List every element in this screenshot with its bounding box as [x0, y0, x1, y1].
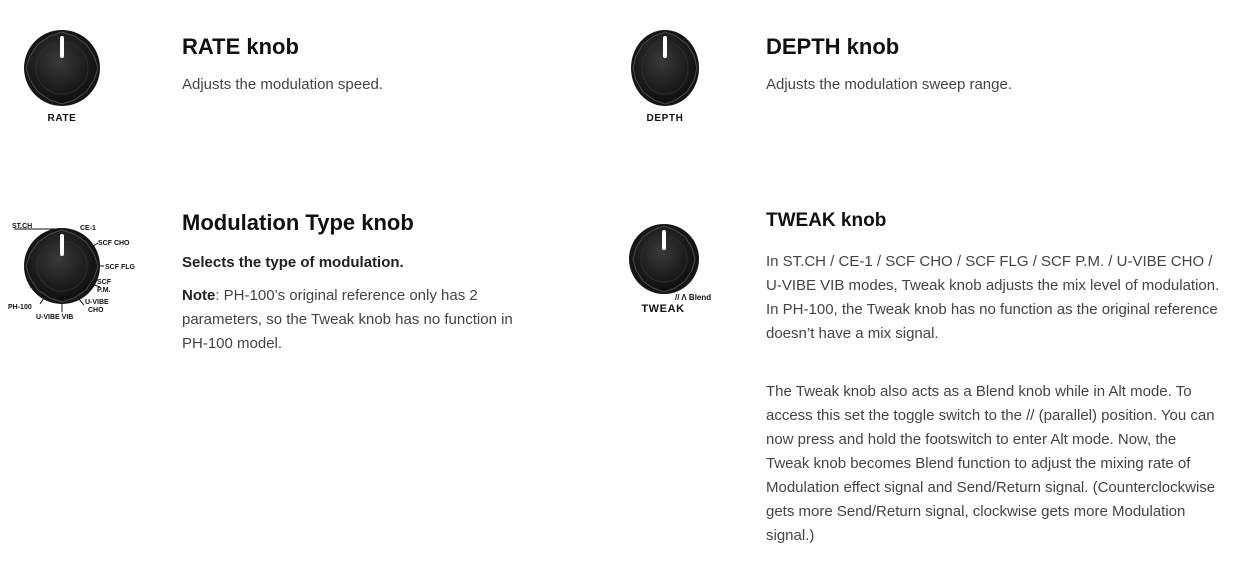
depth-title: DEPTH knob	[766, 34, 900, 59]
tweak-paragraph-2: The Tweak knob also acts as a Blend knob while in Alt mode. To access this set the toggle switch to the // (parallel) position. You can now press and hold the footswitch to enter Alt mode. Now, the Tweak knob becomes Blend function to adjust the mixing rate of Modulation effect signal and Send/Return signal. (Counterclockwise gets more Send/Return signal, clockwise gets more Modulation signal.)	[766, 383, 1216, 544]
selector-label-st-ch: ST.CH	[12, 223, 33, 230]
selector-label-scf-pm-2: P.M.	[97, 287, 111, 294]
depth-knob-icon	[629, 28, 701, 108]
selector-label-u-vibe-cho-1: U-VIBE	[85, 299, 109, 306]
rate-description: Adjusts the modulation speed.	[182, 76, 383, 93]
note-label: Note	[182, 287, 216, 304]
modulation-type-section	[0, 190, 600, 390]
tweak-title: TWEAK knob	[766, 210, 887, 231]
selector-label-scf-cho: SCF CHO	[98, 240, 130, 247]
blend-label: // Λ Blend	[675, 293, 712, 302]
rate-title: RATE knob	[182, 34, 299, 59]
selector-label-scf-flg: SCF FLG	[105, 264, 135, 271]
tweak-paragraph-1: In ST.CH / CE-1 / SCF CHO / SCF FLG / SCF P.M. / U-VIBE CHO / U-VIBE VIB modes, Tweak knob adjusts the mix level of modulation. In PH-100, the Tweak knob has no function as the original reference doesn’t have a mix signal.	[766, 253, 1220, 342]
selector-label-ph-100: PH-100	[8, 304, 32, 311]
depth-knob-label: DEPTH	[646, 113, 684, 124]
modulation-type-selector-icon	[6, 218, 156, 333]
depth-description: Adjusts the modulation sweep range.	[766, 76, 1012, 93]
selector-label-ce-1: CE-1	[80, 225, 96, 232]
modulation-type-note	[182, 284, 527, 356]
tweak-knob-icon	[627, 222, 701, 296]
depth-section	[600, 0, 1233, 140]
rate-knob-icon	[22, 28, 102, 108]
tweak-knob-label: TWEAK	[641, 303, 685, 315]
modulation-type-title: Modulation Type knob	[182, 210, 414, 235]
rate-knob-label: RATE	[47, 113, 77, 124]
selector-label-u-vibe-cho-2: CHO	[88, 307, 104, 314]
rate-section	[0, 0, 600, 140]
modulation-type-subtitle: Selects the type of modulation.	[182, 254, 404, 271]
tweak-section	[600, 190, 1233, 581]
note-text: : PH-100’s original reference only has 2 parameters, so the Tweak knob has no function in PH-100 model.	[182, 287, 513, 352]
selector-label-u-vibe-vib: U-VIBE VIB	[36, 314, 74, 321]
selector-label-scf-pm-1: SCF	[97, 279, 111, 286]
